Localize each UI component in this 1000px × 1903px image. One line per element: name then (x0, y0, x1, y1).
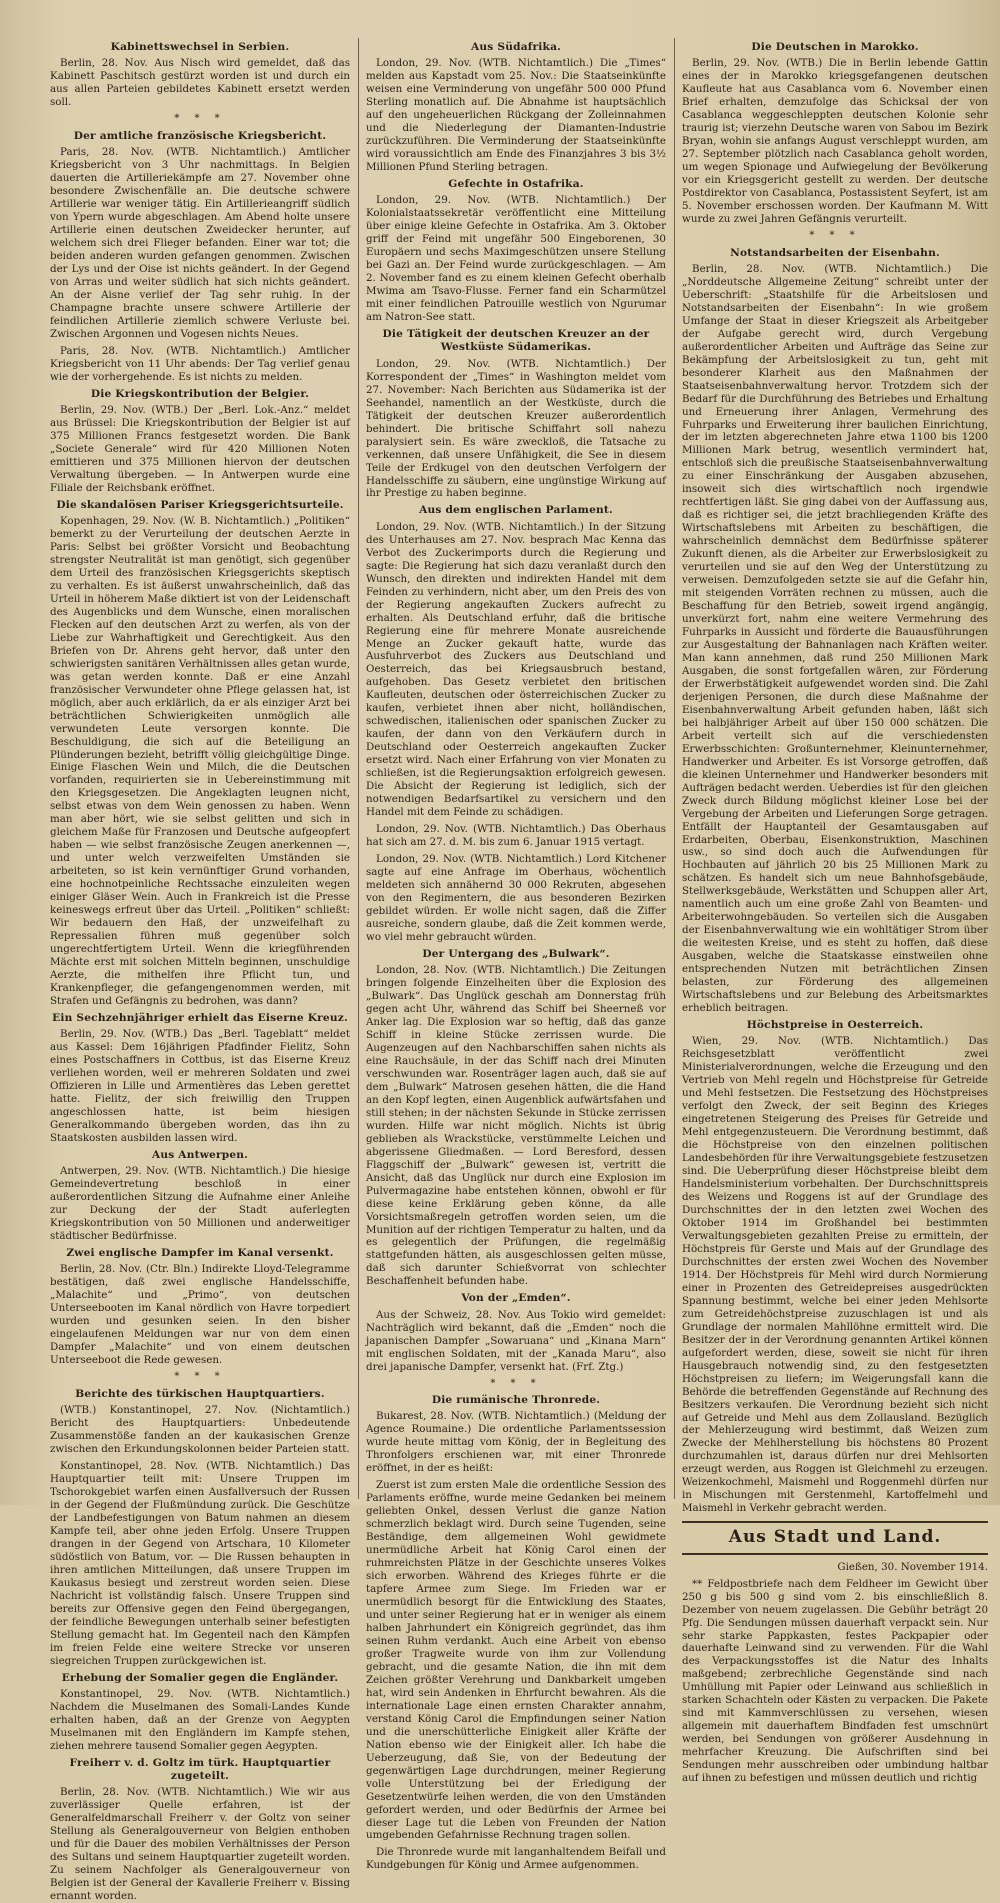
column-middle (366, 38, 666, 1872)
dateline: Gießen, 30. November 1914. (837, 1560, 988, 1573)
headline: Kabinettswechsel in Serbien. (110, 41, 290, 53)
section-separator: * * * (174, 1371, 226, 1383)
headline: Aus dem englischen Parlament. (419, 504, 613, 517)
article-paragraph: Zuerst ist zum ersten Male die ordentliche Session des Parlaments eröffne, wurde meine Gedanken bei meinem geliebten Onkel, dessen Verlust die ganze Nation schmerzlich beklagt wird. Durch seine Tugenden, seine Beständige, dem allgemeinen Wohl gewidmete unermüdliche Arbeit hat König Carol einen der ruhmreichsten Plätze in der Geschichte unseres Volkes sich erworben. Während des Krieges führte er die tapfere Armee zum Siege. Im Frieden war er unermüdlich besorgt für die Entwicklung des Staates, und unter seiner Regierung hat er in weniger als einem halben Jahrhundert ein Königreich gegründet, das ihm seinen Ruhm verdankt. Auch eine Arbeit von ebenso großer Tragweite wurde von ihm zur Vollendung gebracht, und die gesamte Nation, die ihn mit dem Zeichen größter Verehrung und Dankbarkeit umgeben hat, wird sein Andenken in Ehrfurcht bewahren. Als die internationale Lage einen ernsten Charakter annahm, verstand König Carol die Empfindungen seiner Nation und die unerschütterliche Einigkeit aller Kräfte der Nation ebenso wie der Einigkeit aller. Ich habe die Ueberzeugung, daß Sie, von der Bedeutung der gegenwärtigen Lage durchdrungen, meiner Regierung volle Unterstützung bei der Erledigung der Gesetzentwürfe leihen werden, die von den Umständen gefordert werden, und oder Bedürfnis der Armee bei dieser Lage tut die Leben von Freunden der Nation umgebenden Gefahrnisse Rechnung tragen sollen. (366, 1479, 666, 1842)
headline: Von der „Emden“. (461, 1292, 571, 1305)
headline: Aus Antwerpen. (151, 1148, 249, 1161)
headline: Erhebung der Somalier gegen die Engländer. (61, 1671, 339, 1684)
article-paragraph: Berlin, 29. Nov. (WTB.) Das „Berl. Tageblatt“ meldet aus Kassel: Dem 16jährigen Pfadfinder Fielitz, Sohn eines Postschaffners in Cottbus, ist das Eiserne Kreuz verliehen worden, weil er mehreren Soldaten und zwei Offizieren in Lille und Armentières das Leben gerettet hatte. Fielitz, der sich freiwillig den Truppen angeschlossen hatte, ist beim hiesigen Generalkommando übergeben worden, das ihn zu Staatskosten ausbilden lassen wird. (50, 1028, 350, 1144)
article-paragraph: Die Thronrede wurde mit langanhaltendem Beifall und Kundgebungen für König und Armee aufgenommen. (366, 1846, 666, 1872)
headline: Ein Sechzehnjähriger erhielt das Eiserne Kreuz. (52, 1011, 348, 1024)
column-rule (674, 38, 675, 1499)
article-paragraph: London, 29. Nov. (WTB. Nichtamtlich.) Der Kolonialstaatssekretär veröffentlicht eine Mitteilung über einige kleine Gefechte in Ostafrika. Am 3. Oktober griff der Feind mit ungefähr 500 Eingeborenen, 30 Europäern und sechs Maximgeschützen unsere Stellung bei Gazi an. Der Feind wurde zurückgeschlagen. — Am 2. November fand es zu einem kleinen Gefecht oberhalb Mwima am Tsavo-Flusse. Ferner fand ein Scharmützel mit einer feindlichen Patrouille westlich von Ngurumar am Natron-See statt. (366, 194, 666, 324)
article-paragraph: Berlin, 28. Nov. (WTB. Nichtamtlich.) Wie wir aus zuverlässiger Quelle erfahren, ist der Generalfeldmarschall Freiherr v. der Goltz von seiner Stellung als Generalgouverneur von Belgien enthoben und für die Dauer des mobilen Verhältnisses der Person des Sultans und seinem Hauptquartier zugeteilt worden. Zu seinem Nachfolger als Generalgouverneur von Belgien ist der General der Kavallerie Freiherr v. Bissing ernannt worden. (50, 1786, 350, 1903)
article-paragraph: London, 29. Nov. (WTB. Nichtamtlich.) In der Sitzung des Unterhauses am 27. Nov. besprach Mac Kenna das Verbot des Zuckerimports durch die Regierung und sagte: Die Regierung hat sich dazu veranlaßt durch den Wunsch, den direkten und indirekten Handel mit dem Feinden zu verhindern, nicht aber, um den Preis des von der Regierung angekauften Zuckers aufrecht zu erhalten. Als Deutschland erfuhr, daß die britische Regierung eine für mehrere Monate ausreichende Menge an Zucker gekauft hatte, wurde das Ausfuhrverbot des Zuckers aus Deutschland und Oesterreich, das bei Kriegsausbruch bestand, aufgehoben. Das Gesetz verbietet den britischen Kaufleuten, deutschen oder österreichischen Zucker zu kaufen, verbietet ihnen aber nicht, holländischen, schwedischen, italienischen oder spanischen Zucker zu kaufen, der dann von den Verkäufern durch in Deutschland oder Oesterreich angekauften Zucker ersetzt wird. Nach einer Erfahrung von vier Monaten zu schließen, ist die Regierungsaktion erfolgreich gewesen. Die Absicht der Regierung ist lediglich, sich der notwendigen Bedarfsartikel zu versichern und den Handel mit dem Feinde zu schädigen. (366, 520, 666, 819)
article-paragraph: Antwerpen, 29. Nov. (WTB. Nichtamtlich.) Die hiesige Gemeindevertretung beschloß in einer außerordentlichen Sitzung die Aufnahme einer Anleihe zur Deckung der der Stadt auferlegten Kriegskontribution von 50 Millionen und anderweitiger städtischer Bedürfnisse. (50, 1165, 350, 1243)
column-right (682, 38, 988, 1785)
headline: Zwei englische Dampfer im Kanal versenkt. (66, 1247, 334, 1260)
article-paragraph: Konstantinopel, 29. Nov. (WTB. Nichtamtlich.) Nachdem die Muselmanen des Somali-Landes Kunde erhalten haben, daß an der Grenze von Aegypten Muselmanen mit den Engländern im Kampfe stehen, ziehen mehrere tausend Somalier gegen Aegypten. (50, 1687, 350, 1752)
column-rule (358, 38, 359, 1499)
headline: Die rumänische Thronrede. (431, 1394, 601, 1407)
headline: Die Tätigkeit der deutschen Kreuzer an der Westküste Südamerikas. (382, 328, 650, 354)
headline: Gefechte in Ostafrika. (448, 178, 584, 191)
section-banner: Aus Stadt und Land. (682, 1521, 988, 1554)
article-paragraph: Kopenhagen, 29. Nov. (W. B. Nichtamtlich.) „Politiken“ bemerkt zu der Verurteilung der deutschen Aerzte in Paris: Selbst bei größter Vorsicht und Beobachtung strengster Neutralität ist man genötigt, sich gegenüber dem Urteil des französischen Kriegsgerichts skeptisch zu verhalten. Es ist äußerst unwahrscheinlich, daß das Urteil in höherem Maße diktiert ist von der Leidenschaft des Augenblicks und dem Wunsche, einen moralischen Flecken auf den deutschen Arzt zu werfen, als von der Liebe zur Wahrhaftigkeit und Gerechtigkeit. Aus den Briefen von Dr. Ahrens geht hervor, daß unter den schwierigsten sanitären Verhältnissen alles getan wurde, was getan werden konnte. Daß er eine Anzahl französischer Verwundeter ohne Pflege gelassen hat, ist möglich, aber auch erklärlich, da er als einziger Arzt bei beträchtlichen Schwierigkeiten unmöglich alle verwundeten Leute versorgen konnte. Die Beschuldigung, die sich auf die Beteiligung an Plünderungen bezieht, betrifft völlig gleichgültige Dinge. Einige Flaschen Wein und Milch, die die Deutschen vorfanden, requirierten sie in Uebereinstimmung mit den Kriegsgesetzen. Die Angeklagten leugnen nicht, selbst etwas von dem Wein genossen zu haben. Wenn man aber hört, wie sie selbst gelitten und sich in gleichem Maße für Franzosen und Deutsche aufgeopfert haben — wie selbst französische Zeugen anerkennen —, und unter welch verzweifelten Umständen sie arbeiteten, so ist kein vernünftiger Grund vorhanden, eine hochnotpeinliche Rechtssache einzuleiten wegen einiger Gläser Wein. Auch in Frankreich ist die Presse keineswegs erfreut über das Urteil. „Politiken“ schließt: Wir bedauern den Haß, der unzweifelhaft zu Repressalien führen muß gegenüber solch ungerechtfertigtem Urteil. Wenn die kriegführenden Mächte erst mit solchen Mitteln beginnen, unschuldige Aerzte, die mithelfen ihre Pflicht tun, und Krankenpfleger, die gefangengenommen werden, mit Strafen und Gefängnis zu bedrohen, was dann? (50, 515, 350, 1007)
article-paragraph: London, 29. Nov. (WTB. Nichtamtlich.) Das Oberhaus hat sich am 27. d. M. bis zum 6. Januar 1915 vertagt. (366, 823, 666, 849)
section-separator: * * * (174, 113, 226, 125)
headline: Der Untergang des „Bulwark“. (422, 947, 610, 960)
article-paragraph: Konstantinopel, 28. Nov. (WTB. Nichtamtlich.) Das Hauptquartier teilt mit: Unsere Truppen im Tschorokgebiet warfen einen Ausfallversuch der Russen in der Gegend der Flußmündung zurück. Die Geschütze der Landbefestigungen von Batum nahmen an diesem Kampfe teil, aber ohne jeden Erfolg. Unsere Truppen drangen in der Gegend von Artschara, 10 Kilometer südöstlich von Batum, vor. — Die Russen behaupten in ihren amtlichen Mitteilungen, daß unsere Truppen im Kaukasus besiegt und zerstreut worden seien. Diese Nachricht ist vollständig falsch. Unsere Truppen sind bereits zur Offensive gegen den Feind übergegangen, der feindliche Bewegungen unterhalb seiner befestigten Stellung gemacht hat. Im Gegenteil nach den Kämpfen im freien Felde eine weitere Strecke vor unseren siegreichen Truppen zurückgewichen ist. (50, 1460, 350, 1667)
article-paragraph: London, 29. Nov. (WTB. Nichtamtlich.) Die „Times“ melden aus Kapstadt vom 25. Nov.: Die Staatseinkünfte weisen eine Verminderung von ungefähr 500 000 Pfund Sterling monatlich auf. Die Abnahme ist hauptsächlich auf den ungeheuerlichen Rückgang der Zolleinnahmen und die Niederlegung der Diamanten-Industrie zurückzuführen. Die Verminderung der Staatseinkünfte wird voraussichtlich am Ende des Finanzjahres 3 bis 3½ Millionen Pfund Sterling betragen. (366, 57, 666, 174)
article-paragraph: London, 29. Nov. (WTB. Nichtamtlich.) Lord Kitchener sagte auf eine Anfrage im Oberhaus, wöchentlich meldeten sich annähernd 30 000 Rekruten, abgesehen von den Regimentern, die aus besonderen Bezirken gebildet würden. Er wolle nicht sagen, daß die Ziffer ausreiche, sondern glaube, daß die Zeit kommen werde, wo viel mehr gebraucht würden. (366, 853, 666, 943)
article-paragraph: Berlin, 29. Nov. (WTB.) Der „Berl. Lok.-Anz.“ meldet aus Brüssel: Die Kriegskontribution der Belgier ist auf 375 Millionen Francs festgesetzt worden. Die Bank „Societe Generale“ wird für 420 Millionen Noten emittieren und 375 Millionen hiervon der deutschen Verwaltung übergeben. — In Antwerpen wurde eine Filiale der Reichsbank eröffnet. (50, 403, 350, 494)
article-paragraph: ** Feldpostbriefe nach dem Feldheer im Gewicht über 250 g bis 500 g sind vom 2. bis einschließlich 8. Dezember von neuem zugelassen. Die Gebühr beträgt 20 Pfg. Die Sendungen müssen dauerhaft verpackt sein. Nur sehr starke Pappkasten, festes Packpapier oder dauerhafte Leinwand sind zu verwenden. Für die Wahl des Verpackungsstoffes ist die Natur des Inhalts maßgebend; zerbrechliche Gegenstände sind nach Umhüllung mit Papier oder Leinwand aus schließlich in starken Schachteln oder Kästen zu verpacken. Die Pakete sind mit Kammverschlüssen zu versehen, wiesen allgemein mit dauerhaftem Bindfaden fest umschnürt werden, bei Sendungen von größerer Ausdehnung in mehrfacher Kreuzung. Die Aufschriften sind bei Sendungen mehr ausschreiben oder umbindung haltbar auf ihnen zu befestigen und müssen deutlich und richtig (682, 1577, 988, 1785)
article-paragraph: London, 28. Nov. (WTB. Nichtamtlich.) Die Zeitungen bringen folgende Einzelheiten über die Explosion des „Bulwark“. Das Unglück geschah am Donnerstag früh gegen acht Uhr, während das Schiff bei Sheerneß vor Anker lag. Die Explosion war so heftig, daß das ganze Schiff in kleine Stücke zerrissen wurde. Die Augenzeugen auf den Nachbarschiffen sahen nichts als eine Rauchsäule, in der das Schiff nach drei Minuten verschwunden war. Rosenträger lagen auch, daß sie auf dem „Bulwark“ Matrosen gesehen hätten, die die Hand an den Kopf legten, einen Augenblick aufwärtsfahen und still stehen; in der nächsten Sekunde in Stücke zerrissen wurden. Hilfe war nicht möglich. Nichts ist übrig geblieben als Wrackstücke, verstümmelte Leichen und abgerissene Gliedmaßen. — Lord Beresford, dessen Flaggschiff der „Bulwark“ gewesen ist, vertritt die Ansicht, daß das Unglück nur durch eine Explosion im Pulvermagazine habe entstehen können, obwohl er für diese keine Erklärung geben könne, da alle Vorsichtsmaßregeln getroffen worden seien, um die Munition auf der richtigen Temperatur zu halten, und da es gelegentlich der Prüfungen, die regelmäßig stattgefunden hätten, als ausgeschlossen gelten müsse, daß sich darunter Schießvorrat von schlechter Beschaffenheit befunden habe. (366, 964, 666, 1288)
column-left (50, 38, 350, 1903)
headline: Der amtliche französische Kriegsbericht. (73, 129, 327, 142)
article-paragraph: Paris, 28. Nov. (WTB. Nichtamtlich.) Amtlicher Kriegsbericht von 3 Uhr nachmittags. In Belgien dauerten die Artilleriekämpfe am 27. November ohne besondere Zwischenfälle an. Die deutsche schwere Artillerie war weniger tätig. Ein Artillerieangriff südlich von Ypern wurde abgeschlagen. Am Abend holte unsere Artillerie einen deutschen Zweidecker herunter, auf welchem sich drei Flieger befanden. Einer war tot; die beiden anderen wurden gefangen genommen. Zwischen der Lys und der Oise ist nichts geändert. In der Gegend von Arras und weiter südlich hat sich nichts geändert. An der Aisne verlief der Tag sehr ruhig. In der Champagne brachte unsere schwere Artillerie der feindlichen Artillerie ziemlich schwere Verluste bei. Zwischen Argonnen und Vogesen nichts Neues. (50, 146, 350, 340)
article-paragraph: Bukarest, 28. Nov. (WTB. Nichtamtlich.) (Meldung der Agence Roumaine.) Die ordentliche Parlamentssession wurde heute mittag vom König, der in Begleitung des Thronfolgers erschienen war, mit einer Thronrede eröffnet, in der es heißt: (366, 1410, 666, 1475)
headline: Freiherr v. d. Goltz im türk. Hauptquartier zugeteilt. (69, 1756, 331, 1783)
headline: Die skandalösen Pariser Kriegsgerichtsurteile. (56, 498, 344, 511)
headline: Die Kriegskontribution der Belgier. (90, 387, 310, 400)
article-paragraph: Berlin, 28. Nov. (Ctr. Bln.) Indirekte Lloyd-Telegramme bestätigen, daß zwei englische Handelsschiffe, „Malachite“ und „Primo“, von deutschen Unterseebooten im Kanal nördlich von Havre torpediert wurden und gesunken seien. In den bisher eingelaufenen Meldungen war nur von dem einen Dampfer „Malachite“ und von einem deutschen Unterseeboot die Rede gewesen. (50, 1263, 350, 1367)
headline: Höchstpreise in Oesterreich. (746, 1019, 924, 1032)
headline: Aus Südafrika. (470, 41, 562, 53)
section-separator: * * * (809, 229, 861, 241)
article-paragraph: (WTB.) Konstantinopel, 27. Nov. (Nichtamtlich.) Bericht des Hauptquartiers: Unbedeutende Zusammenstöße fanden an der kaukasischen Grenze zwischen den Erkundungskolonnen beider Parteien statt. (50, 1404, 350, 1456)
article-paragraph: Berlin, 29. Nov. (WTB.) Die in Berlin lebende Gattin eines der in Marokko kriegsgefangenen deutschen Kaufleute hat aus Casablanca vom 6. November einen Brief erhalten, demzufolge das Schicksal der von Casablanca weggeschleppten deutschen Kolonie sehr traurig ist; vierzehn Deutsche waren von Sabou im Bezirk Bryan, wohin sie anfangs August verschleppt wurden, am 27. September plötzlich nach Casablanca geholt worden, um wegen Spionage und Aufwiegelung der Bevölkerung vor ein Kriegsgericht gestellt zu werden. Der deutsche Postdirektor von Casablanca, Postassistent Seyfert, ist am 5. November erschossen worden. Der Kaufmann M. Witt wurde zu zwei Jahren Gefängnis verurteilt. (682, 57, 988, 225)
article-paragraph: Aus der Schweiz, 28. Nov. Aus Tokio wird gemeldet: Nachträglich wird bekannt, daß die „Emden“ noch die japanischen Dampfer „Sowaruana“ und „Kinana Marn“ mit englischen Soldaten, mit der „Kanada Maru“, also drei japanische Dampfer, versenkt hat. (Frf. Ztg.) (366, 1308, 666, 1373)
headline: Berichte des türkischen Hauptquartiers. (75, 1387, 325, 1400)
headline: Die Deutschen in Marokko. (751, 41, 919, 53)
headline: Notstandsarbeiten der Eisenbahn. (730, 246, 940, 259)
article-paragraph: London, 29. Nov. (WTB. Nichtamtlich.) Der Korrespondent der „Times“ in Washington meldet vom 27. November: Nach Berichten aus Südamerika ist der Seehandel, namentlich an der Westküste, durch die Tätigkeit der deutschen Kreuzer außerordentlich behindert. Die britische Schiffahrt soll nahezu paralysiert sein. Es wäre zweckloß, die Tatsache zu verkennen, daß unsere Unfähigkeit, die See in diesem Teile der Erdkugel von den deutschen Verfolgern der Handelsschiffe zu säubern, eine ungünstige Wirkung auf ihr Prestige zu haben beginne. (366, 357, 666, 500)
article-paragraph: Berlin, 28. Nov. Aus Nisch wird gemeldet, daß das Kabinett Paschitsch gestürzt worden ist und durch ein aus allen Parteien gebildetes Kabinett ersetzt werden soll. (50, 57, 350, 109)
article-paragraph: Berlin, 28. Nov. (WTB. Nichtamtlich.) Die „Norddeutsche Allgemeine Zeitung“ schreibt unter der Ueberschrift: „Staatshilfe für die Arbeitslosen und Notstandsarbeiten der Eisenbahn“: In wie großem Umfange der Staat in dieser Kriegszeit als Arbeitgeber der Aufgabe gerecht wird, durch Vergebung außerordentlicher Arbeiten und Aufträge das Seine zur Bekämpfung der Arbeitslosigkeit zu tun, geht mit besonderer Klarheit aus den Maßnahmen der Staatseisenbahnverwaltung hervor. Trotzdem sich der Bedarf für die Durchführung des Betriebes und Erhaltung und Erneuerung ihrer Anlagen, Vermehrung des Fuhrparks und Erweiterung ihrer baulichen Einrichtung, der im letzten abgerechneten Jahre etwa 1100 bis 1200 Millionen Mark betrug, wesentlich vermindert hat, entschloß sich die preußische Staatseisenbahnverwaltung zu einer Einschränkung der Ausgaben abzusehen, insoweit sich dies wirtschaftlich noch irgendwie rechtfertigen läßt. Sie ging dabei von der Auffassung aus, daß es richtiger sei, die jetzt brachliegenden Kräfte des Wirtschaftslebens mit Arbeiten zu beschäftigen, die wahrscheinlich demnächst dem Bedürfnisse späterer Zukunft dienen, als die Arbeiter zur Erwerbslosigkeit zu verurteilen und sie auf den Weg der Unterstützung zu verweisen. Demzufolgeden setzte sie auf die Gefahr hin, mit steigenden Vorräten rechnen zu müssen, auch die Beschaffung für den Betrieb, soweit irgend angängig, unverkürzt fort, nahm eine weitere Vermehrung des Fuhrparks in Aussicht und förderte die Bauausführungen zur Ausgestaltung der Bahnanlagen nach Kräften weiter. Man kann annehmen, daß rund 250 Millionen Mark Ausgaben, die sonst fortgefallen wären, zur Förderung der Erwerbstätigkeit aufgewendet worden sind. Die Zahl derjenigen Personen, die durch diese Maßnahme der Eisenbahnverwaltung Arbeit gefunden haben, läßt sich bei halbjähriger Arbeit auf über 150 000 schätzen. Die Arbeit verteilt sich auf die verschiedensten Erwerbsschichten: Großunternehmer, Kleinunternehmer, Handwerker und Arbeiter. Es ist Vorsorge getroffen, daß die kleinen Unternehmer und Handwerker besonders mit Aufträgen bedacht werden. Ueberdies ist für den gleichen Zweck durch Bildung möglichst kleiner Lose bei der Vergebung der Arbeiten und Lieferungen Sorge getragen. Entfällt der Hauptanteil der Gesamtausgaben auf Erdarbeiten, Oberbau, Eisenkonstruktion, Maschinen usw., so sind doch auch die Aufwendungen für Hochbauten auf jährlich 20 bis 25 Millionen Mark zu schätzen. Es handelt sich um neue Bahnhofsgebäude, Stellwerksgebäude, Werkstätten und Schuppen aller Art, namentlich auch um eine große Zahl von Beamten- und Arbeiterwohngebäuden. So verteilen sich die Ausgaben der Eisenbahnverwaltung wie ein wohltätiger Strom über die weitesten Kreise, und es steht zu hoffen, daß diese Ausgaben, welche die Staatskasse einstweilen ohne entsprechenden Nutzen mit beträchtlichen Zinsen belasten, zur Förderung des allgemeinen Wirtschaftslebens und zur Belebung des Arbeitsmarktes erheblich beitragen. (682, 262, 988, 1015)
section-separator: * * * (490, 1377, 542, 1389)
article-paragraph: Wien, 29. Nov. (WTB. Nichtamtlich.) Das Reichsgesetzblatt veröffentlicht zwei Ministerialverordnungen, welche die Erzeugung und den Vertrieb von Mehl regeln und Höchstpreise für Getreide und Mehl festsetzen. Die Festsetzung des Höchstpreises verfolgt den Zweck, der seit Beginn des Krieges eingetretenen Steigerung des Preises für Getreide und Mehl entgegenzusteuern. Die Verordnung bestimmt, daß die Höchstpreise von den einzelnen politischen Landesbehörden für ihre Verwaltungsgebiete festzusetzen sind. Die Ueberprüfung dieser Höchstpreise bleibt dem Handelsministerium vorbehalten. Der Durchschnittspreis des Weizens und Roggens ist auf der Grundlage des Durchschnittes der in den letzten zwei Wochen des Oktober 1914 im Großhandel bei bestimmten Verwaltungsgebieten gezahlten Preise zu ermitteln, der Höchstpreis für Gerste und Mais auf der Grundlage des Durchschnittes der ersten zwei Wochen des November 1914. Der Höchstpreis für Mehl wird durch Normierung einer in Prozenten des Getreidepreises ausgedrückten Spannung bestimmt, welche bei einer jeden Mehlsorte zum Getreidehöchstpreise zuzuschlagen ist und als Grundlage der normalen Mahllöhne ermittelt wird. Die Besitzer der in der Verordnung genannten Artikel können aufgefordert werden, diese, soweit sie nicht für ihren Hausgebrauch notwendig sind, zu den festgesetzten Höchstpreisen zu liefern; im Weigerungsfall kann die Behörde die betreffenden Gegenstände auf Rechnung des Besitzers verkaufen. Die Verordnung bezieht sich nicht auf Getreide und Mehl aus dem Zollausland. Bezüglich der Mehlerzeugung wird bestimmt, daß Weizen zum Zwecke der Mehlherstellung bis höchstens 80 Prozent durchzumahlen ist, daraus dürfen nur drei Mehlsorten erzeugt werden, aus Roggen ist Gleichmehl zu erzeugen. Weizenkochmehl, Maismehl und Roggenmehl dürfen nur in Mischungen mit Gerstenmehl, Kartoffelmehl und Maismehl in Verkehr gebracht werden. (682, 1035, 988, 1515)
article-paragraph: Paris, 28. Nov. (WTB. Nichtamtlich.) Amtlicher Kriegsbericht von 11 Uhr abends: Der Tag verlief genau wie der vorhergehende. Es ist nichts zu melden. (50, 344, 350, 383)
